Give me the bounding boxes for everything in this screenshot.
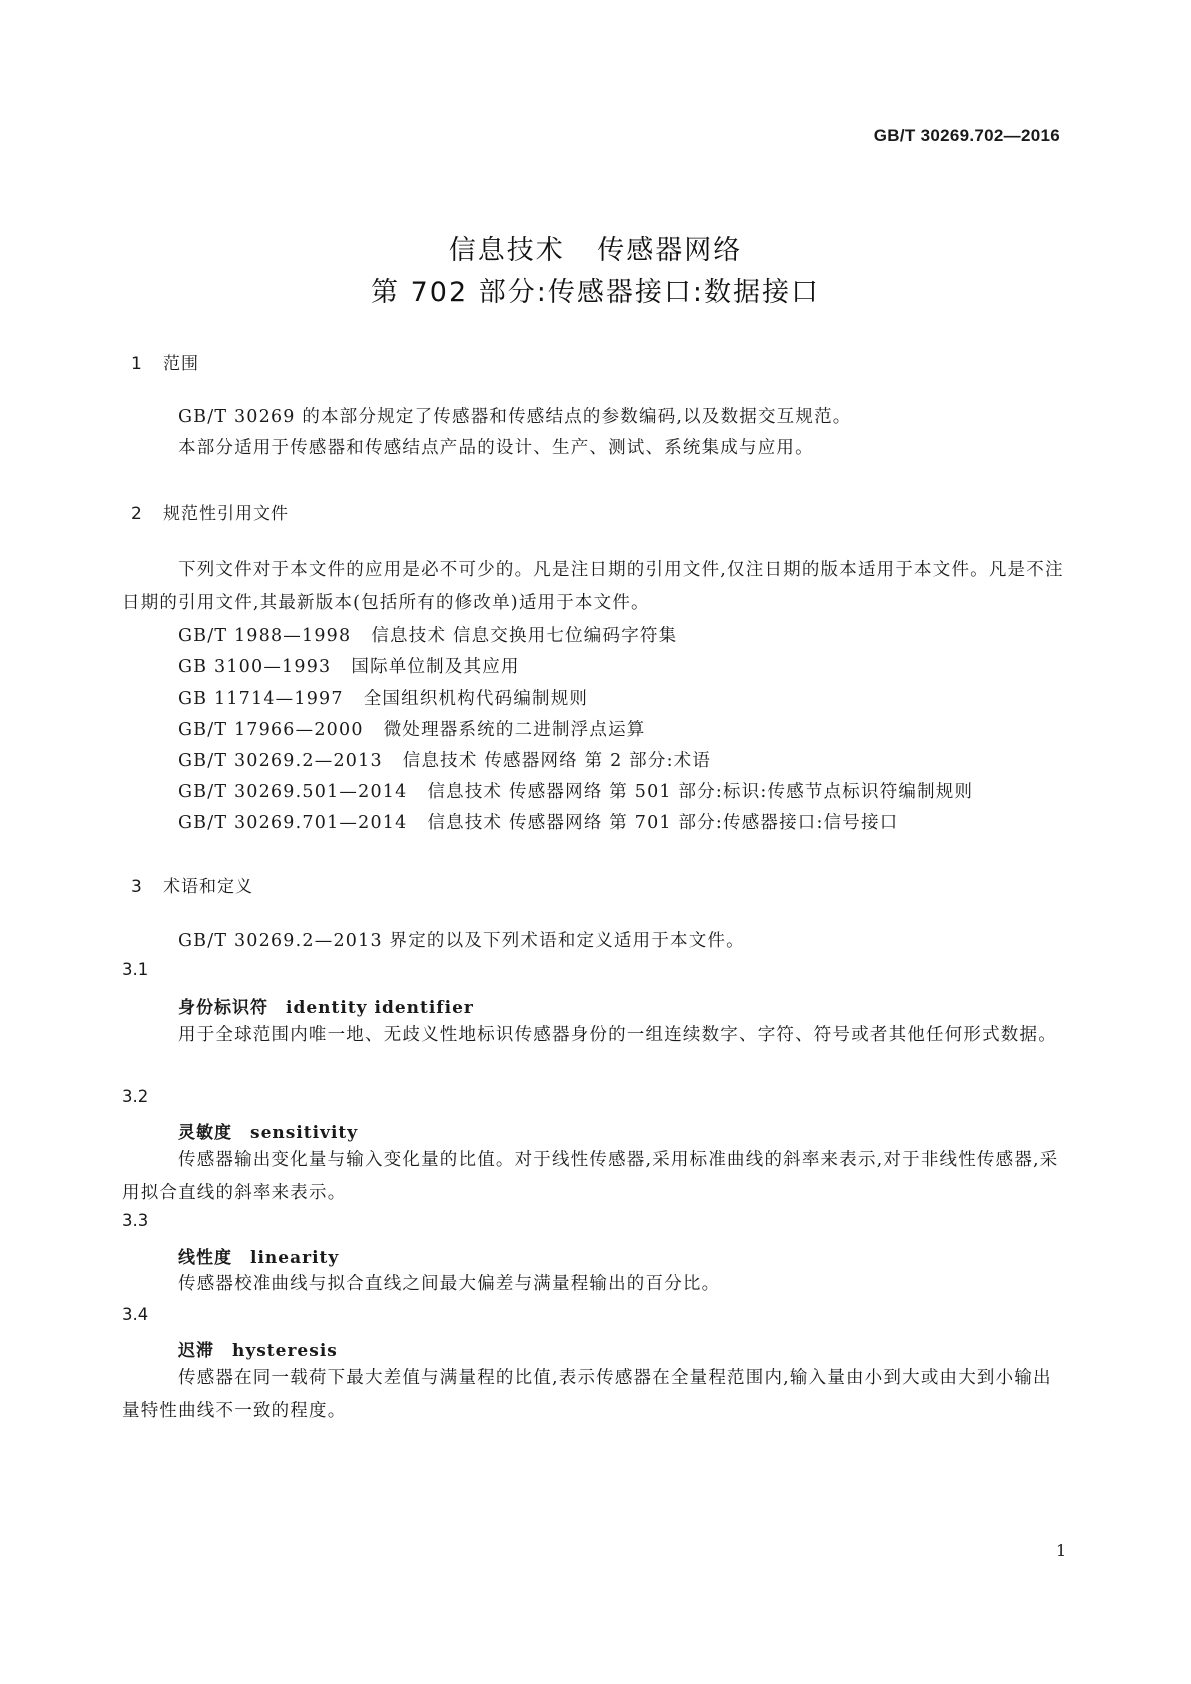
scope-paragraph-2: 本部分适用于传感器和传感结点产品的设计、生产、测试、系统集成与应用。 — [178, 438, 814, 458]
reference-title: 信息技术 传感器网络 第 701 部分:传感器接口:信号接口 — [427, 813, 899, 833]
reference-title: 国际单位制及其应用 — [351, 657, 520, 677]
reference-title: 信息技术 信息交换用七位编码字符集 — [371, 626, 678, 646]
section-heading-normative-references — [131, 499, 289, 524]
term-number: 3.4 — [122, 1305, 149, 1324]
reference-item — [178, 809, 898, 834]
references-intro-paragraph: 下列文件对于本文件的应用是必不可少的。凡是注日期的引用文件,仅注日期的版本适用于本文件。凡是不注日期的引用文件,其最新版本(包括所有的修改单)适用于本文件。 — [122, 560, 1064, 613]
term-definition: 传感器输出变化量与输入变化量的比值。对于线性传感器,采用标准曲线的斜率来表示,对于非线性传感器,采用拟合直线的斜率来表示。 — [122, 1150, 1059, 1203]
section-number: 2 — [131, 504, 143, 524]
term-name-zh: 线性度 — [178, 1248, 232, 1268]
term-definition: 传感器校准曲线与拟合直线之间最大偏差与满量程输出的百分比。 — [178, 1274, 721, 1294]
term-number: 3.1 — [122, 960, 149, 979]
term-name-zh: 身份标识符 — [178, 998, 268, 1018]
reference-title: 全国组织机构代码编制规则 — [363, 689, 589, 709]
term-name — [178, 1243, 339, 1268]
reference-item — [178, 778, 973, 803]
reference-code: GB/T 30269.2—2013 — [178, 751, 383, 771]
terms-intro-paragraph: GB/T 30269.2—2013 界定的以及下列术语和定义适用于本文件。 — [178, 931, 745, 951]
term-number: 3.2 — [122, 1087, 149, 1106]
standard-code: GB/T 30269.702—2016 — [873, 126, 1060, 145]
section-title: 术语和定义 — [163, 877, 253, 897]
term-name-en: linearity — [250, 1248, 340, 1268]
term-name-en: identity identifier — [286, 998, 474, 1018]
reference-title: 信息技术 传感器网络 第 501 部分:标识:传感节点标识符编制规则 — [427, 782, 974, 802]
reference-code: GB 11714—1997 — [178, 689, 344, 709]
reference-code: GB/T 17966—2000 — [178, 720, 364, 740]
reference-item — [178, 685, 588, 710]
document-title-line1: 信息技术 传感器网络 — [448, 235, 743, 266]
section-number: 1 — [131, 354, 143, 374]
reference-code: GB/T 30269.701—2014 — [178, 813, 408, 833]
scope-paragraph-1: GB/T 30269 的本部分规定了传感器和传感结点的参数编码,以及数据交互规范。 — [178, 407, 852, 427]
term-name-en: hysteresis — [232, 1341, 338, 1361]
term-name — [178, 1336, 338, 1361]
section-number: 3 — [131, 877, 143, 897]
term-definition: 用于全球范围内唯一地、无歧义性地标识传感器身份的一组连续数字、字符、符号或者其他任何形式数据。 — [178, 1025, 1057, 1045]
term-name-en: sensitivity — [250, 1123, 359, 1143]
term-name-zh: 灵敏度 — [178, 1123, 232, 1143]
section-title: 规范性引用文件 — [163, 504, 289, 524]
term-name — [178, 1118, 358, 1143]
section-heading-terms-definitions — [131, 872, 253, 897]
section-title: 范围 — [163, 354, 199, 374]
section-heading-scope — [131, 349, 199, 374]
term-name-zh: 迟滞 — [178, 1341, 214, 1361]
reference-code: GB 3100—1993 — [178, 657, 332, 677]
reference-item — [178, 747, 711, 772]
reference-item — [178, 653, 520, 678]
term-definition: 传感器在同一载荷下最大差值与满量程的比值,表示传感器在全量程范围内,输入量由小到大或由大到小输出量特性曲线不一致的程度。 — [122, 1368, 1052, 1421]
page-number: 1 — [1056, 1541, 1067, 1560]
reference-title: 微处理器系统的二进制浮点运算 — [383, 720, 646, 740]
reference-item — [178, 716, 646, 741]
term-number: 3.3 — [122, 1211, 149, 1230]
term-name — [178, 993, 474, 1018]
reference-code: GB/T 30269.501—2014 — [178, 782, 408, 802]
document-title-line2: 第 702 部分:传感器接口:数据接口 — [371, 277, 820, 308]
reference-code: GB/T 1988—1998 — [178, 626, 352, 646]
reference-item — [178, 622, 677, 647]
reference-title: 信息技术 传感器网络 第 2 部分:术语 — [402, 751, 712, 771]
